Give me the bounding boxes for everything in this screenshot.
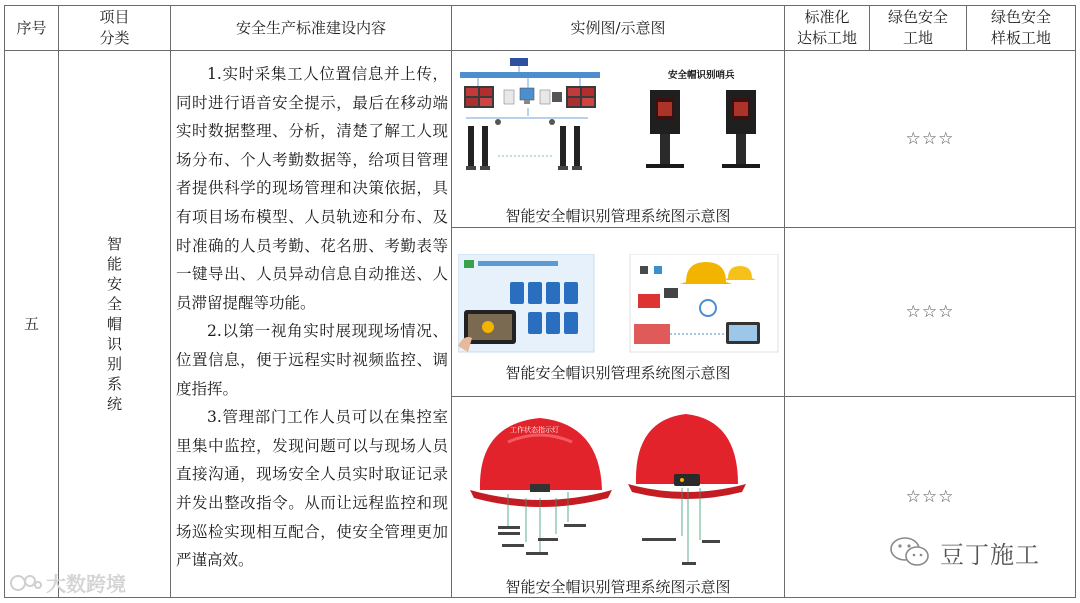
figure-3-stars: ☆☆☆ xyxy=(905,487,955,507)
sentry-unit-large-left-icon xyxy=(646,90,684,168)
monitor-wall-left-icon xyxy=(464,86,494,108)
figure-1-stars: ☆☆☆ xyxy=(905,129,955,149)
header-green-safety-site: 绿色安全 工地 xyxy=(887,8,948,47)
watermark-right-text: 豆丁施工 xyxy=(940,540,1040,569)
figure-2-app-diagram xyxy=(458,254,780,354)
helmet-status-label: 工作状态指示灯 xyxy=(510,426,559,434)
row-content xyxy=(176,60,448,575)
header-figure: 实例图/示意图 xyxy=(570,18,666,37)
sentry-unit-large-right-icon xyxy=(722,90,760,168)
figure-3-helmet-diagram xyxy=(468,402,768,572)
watermark-left-text: 大数跨境 xyxy=(46,572,126,596)
grid-line-col-3 xyxy=(451,5,452,598)
figure-1-system-diagram xyxy=(458,56,780,206)
content-paragraph-1: 1.实时采集工人位置信息并上传，同时进行语音安全提示，最后在移动端实时数据整理、分析，清楚了解工人现场分布、个人考勤数据等，给项目管理者提供科学的现场管理和决策依据，具有项目场布模型、人员轨迹和分布、及时准确的人员考勤、花名册、考勤表等一键导出、人员异动信息自动推送、人员滞留提醒等功能。 xyxy=(176,65,448,312)
grid-line-right xyxy=(1075,5,1076,598)
figure-3-caption: 智能安全帽识别管理系统图示意图 xyxy=(505,578,731,596)
workstation-icons xyxy=(504,88,562,104)
content-paragraph-2: 2.以第一视角实时展现现场情况、位置信息，便于远程实时视频监控、调度指挥。 xyxy=(176,322,448,398)
monitor-wall-right-icon xyxy=(566,86,596,108)
watermark-right xyxy=(888,534,1040,570)
figure-1-inner-label: 安全帽识别哨兵 xyxy=(668,70,735,81)
red-helmet-front-icon xyxy=(470,418,612,507)
figure-1-caption: 智能安全帽识别管理系统图示意图 xyxy=(505,207,731,225)
watermark-left xyxy=(8,568,126,597)
callout-lines xyxy=(508,488,700,562)
sentry-units-small-icon xyxy=(466,119,582,170)
watermark-left-logo-icon xyxy=(8,571,42,595)
figure-2-stars: ☆☆☆ xyxy=(905,302,955,322)
content-paragraph-3: 3.管理部门工作人员可以在集控室里集中监控，发现问题可以与现场人员直接沟通，现场安全人员实时取证记录并发出整改指令。从而让远程监控和现场巡检实现相互配合，使安全管理更加严谨高效。 xyxy=(176,408,448,570)
watermark-right-wechat-icon xyxy=(888,534,932,570)
network-switch-icon xyxy=(510,58,528,66)
grid-line-col-2 xyxy=(170,5,171,598)
row-category-cell xyxy=(59,51,170,597)
header-seq: 序号 xyxy=(16,18,47,37)
header-content: 安全生产标准建设内容 xyxy=(235,18,386,37)
callout-tags xyxy=(498,524,720,565)
header-category: 项目 分类 xyxy=(99,8,130,47)
header-green-model-site: 绿色安全 样板工地 xyxy=(990,8,1051,47)
row-seq: 五 xyxy=(23,314,39,333)
row-category: 智能安全帽识别系统 xyxy=(106,235,122,413)
grid-line-bottom xyxy=(4,597,1076,598)
figure-2-caption: 智能安全帽识别管理系统图示意图 xyxy=(505,364,731,382)
header-standard-site: 标准化 达标工地 xyxy=(796,8,857,47)
network-bus-icon xyxy=(460,72,600,78)
red-helmet-back-icon xyxy=(628,414,746,499)
